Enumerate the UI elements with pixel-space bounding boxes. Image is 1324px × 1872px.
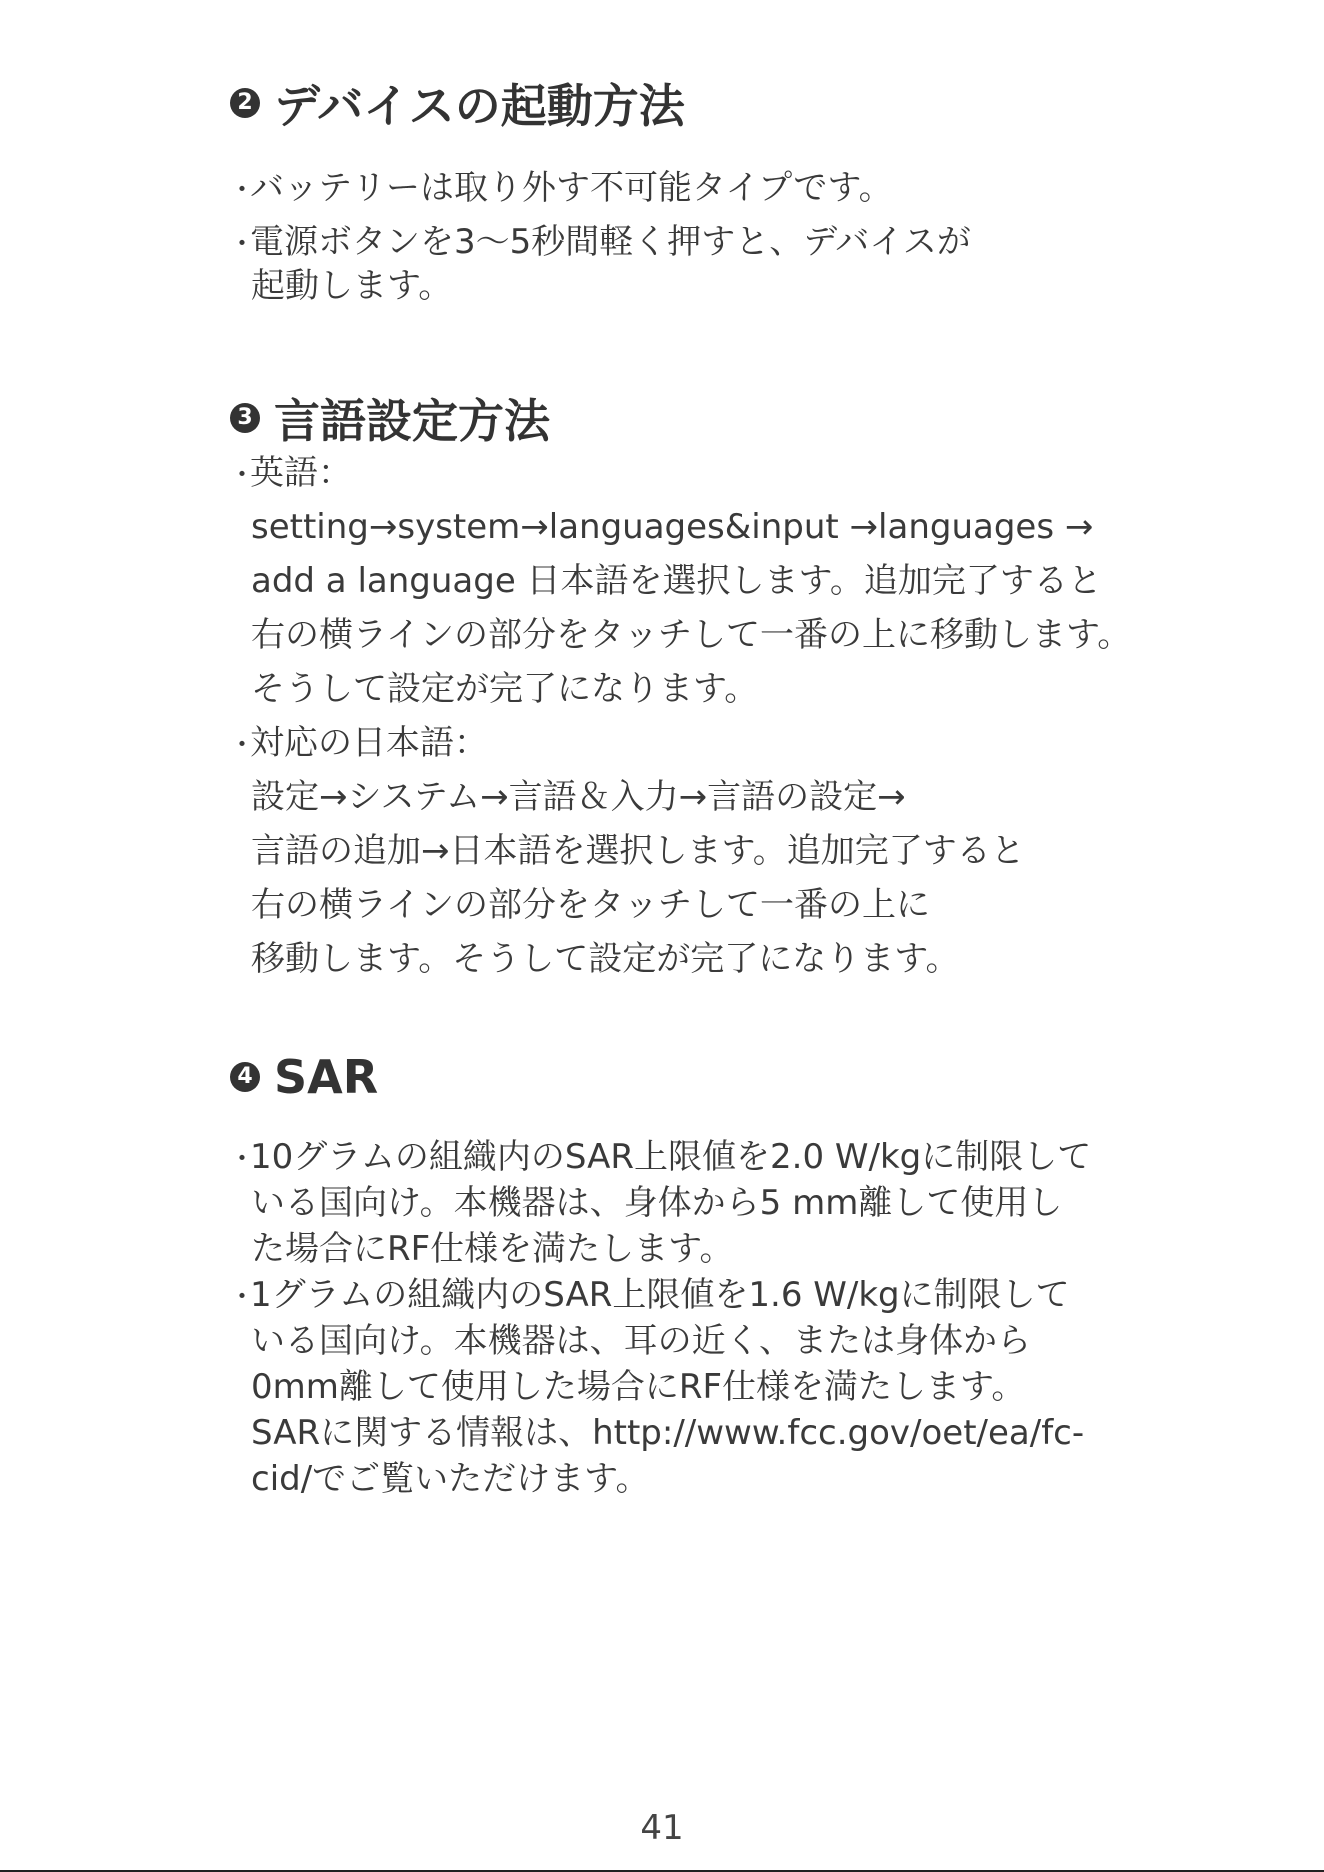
- instruction-line: setting→system→languages&input →languages →: [251, 507, 1094, 547]
- bullet-mark: ・: [228, 1142, 257, 1175]
- instruction-line: 右の横ラインの部分をタッチして一番の上に移動します。: [251, 615, 1132, 655]
- list-item: [228, 168, 893, 210]
- bullet-continuation-text: SARに関する情報は、http://www.fcc.gov/oet/ea/fc-: [251, 1413, 1085, 1453]
- instruction-line: 右の横ラインの部分をタッチして一番の上に: [251, 885, 930, 925]
- list-item: [228, 453, 352, 495]
- section-3-heading: [230, 385, 550, 451]
- bullet-continuation-text: 起動します。: [251, 266, 453, 306]
- bullet-continuation-text: 0mm離して使用した場合にRF仕様を満たします。: [251, 1367, 1026, 1407]
- bullet-continuation-text: cid/でご覧いただけます。: [251, 1459, 650, 1499]
- bullet-continuation-text: いる国向け。本機器は、耳の近く、または身体から: [251, 1321, 1031, 1361]
- list-item: [228, 1137, 1091, 1179]
- list-item: [228, 222, 971, 264]
- instruction-line: 言語の追加→日本語を選択します。追加完了すると: [251, 831, 1025, 871]
- bullet-label: 英語：: [250, 453, 352, 493]
- bullet-continuation-text: いる国向け。本機器は、身体から5 mm離して使用し: [251, 1183, 1063, 1223]
- bullet-text: 電源ボタンを3〜5秒間軽く押すと、デバイスが: [250, 222, 971, 262]
- section-4-title: SAR: [274, 1050, 379, 1104]
- section-2-heading: [230, 70, 685, 136]
- instruction-line: 設定→システム→言語＆入力→言語の設定→: [251, 777, 906, 817]
- instruction-line: add a language 日本語を選択します。追加完了すると: [251, 561, 1102, 601]
- bullet-mark: ・: [228, 1280, 257, 1313]
- bullet-mark: ・: [228, 458, 257, 491]
- section-2-number-badge: 2: [230, 88, 260, 118]
- instruction-line: そうして設定が完了になります。: [251, 669, 759, 709]
- instruction-line: 移動します。そうして設定が完了になります。: [251, 939, 960, 979]
- bullet-mark: ・: [228, 173, 257, 206]
- bullet-mark: ・: [228, 227, 257, 260]
- bullet-mark: ・: [228, 728, 257, 761]
- page-number: 41: [640, 1808, 684, 1848]
- section-2-title: デバイスの起動方法: [274, 79, 685, 133]
- bullet-text: 10グラムの組織内のSAR上限値を2.0 W/kgに制限して: [250, 1137, 1092, 1177]
- list-item: [228, 1275, 1070, 1317]
- section-3-number-badge: 3: [230, 403, 260, 433]
- bullet-text: 1グラムの組織内のSAR上限値を1.6 W/kgに制限して: [250, 1275, 1070, 1315]
- bullet-continuation-text: た場合にRF仕様を満たします。: [251, 1229, 734, 1269]
- section-3-title: 言語設定方法: [274, 394, 550, 448]
- section-4-heading: [230, 1050, 378, 1104]
- list-item: [228, 723, 488, 765]
- bullet-label: 対応の日本語：: [250, 723, 488, 763]
- bullet-text: バッテリーは取り外す不可能タイプです。: [250, 168, 893, 208]
- section-4-number-badge: 4: [230, 1062, 260, 1092]
